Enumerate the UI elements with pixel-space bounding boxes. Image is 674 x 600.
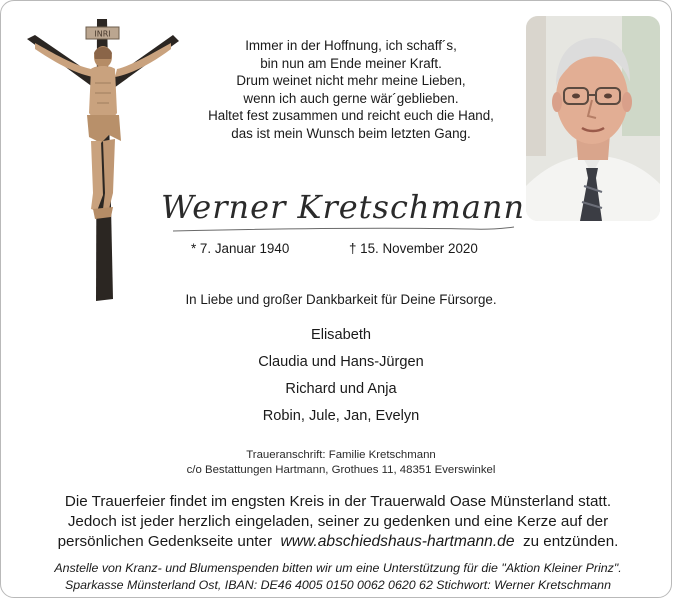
mourning-address [181, 448, 501, 478]
poem-line: Immer in der Hoffnung, ich schaff´s, [245, 38, 457, 53]
poem-verse [196, 37, 506, 143]
mourner-name: Robin, Jule, Jan, Evelyn [262, 408, 420, 424]
address-line: Traueranschrift: Familie Kretschmann [246, 449, 436, 461]
poem-line: wenn ich auch gerne wär´geblieben. [243, 90, 459, 106]
poem-line: Haltet fest zusammen und reicht euch die Hand, [208, 108, 494, 124]
donation-line: Anstelle von Kranz- und Blumenspenden bitten wir um eine Unterstützung für die "Aktion Kleiner Prinz". [54, 561, 622, 575]
donation-request [13, 560, 663, 593]
notice-line: Jedoch ist jeder herzlich eingeladen, seiner zu gedenken und eine Kerze auf der [67, 513, 609, 530]
deceased-name: Werner Kretschmann [161, 188, 526, 226]
funeral-notice [13, 492, 663, 552]
mourner-name: Richard und Anja [285, 381, 397, 397]
address-line: c/o Bestattungen Hartmann, Grothues 11, 48351 Everswinkel [186, 464, 496, 476]
notice-text: persönlichen Gedenkseite unter [57, 533, 273, 550]
poem-line: bin nun am Ende meiner Kraft. [260, 55, 442, 71]
crucifix-image [23, 13, 183, 305]
poem-line: Drum weinet nicht mehr meine Lieben, [236, 73, 466, 89]
mourners-list [171, 327, 511, 435]
mourner-name: Claudia und Hans-Jürgen [258, 354, 424, 370]
birth-date: * 7. Januar 1940 [191, 241, 290, 256]
notice-line [13, 532, 663, 552]
portrait-photo [526, 16, 660, 221]
death-date: † 15. November 2020 [349, 241, 478, 256]
notice-line: Die Trauerfeier findet im engsten Kreis in der Trauerwald Oase Münsterland statt. [64, 493, 612, 510]
mourner-name: Elisabeth [310, 327, 372, 343]
gratitude-line: In Liebe und großer Dankbarkeit für Deine Fürsorge. [185, 292, 497, 307]
poem-line: das ist mein Wunsch beim letzten Gang. [231, 125, 471, 141]
memorial-page-link[interactable]: www.abschiedshaus-hartmann.de [280, 533, 515, 550]
donation-line: Sparkasse Münsterland Ost, IBAN: DE46 4005 0150 0062 0620 62 Stichwort: Werner Kretschmann [65, 577, 611, 592]
name-underline-flourish [171, 225, 516, 235]
notice-text: zu entzünden. [522, 533, 619, 550]
crucifix-sign-text: INRI [94, 29, 111, 39]
